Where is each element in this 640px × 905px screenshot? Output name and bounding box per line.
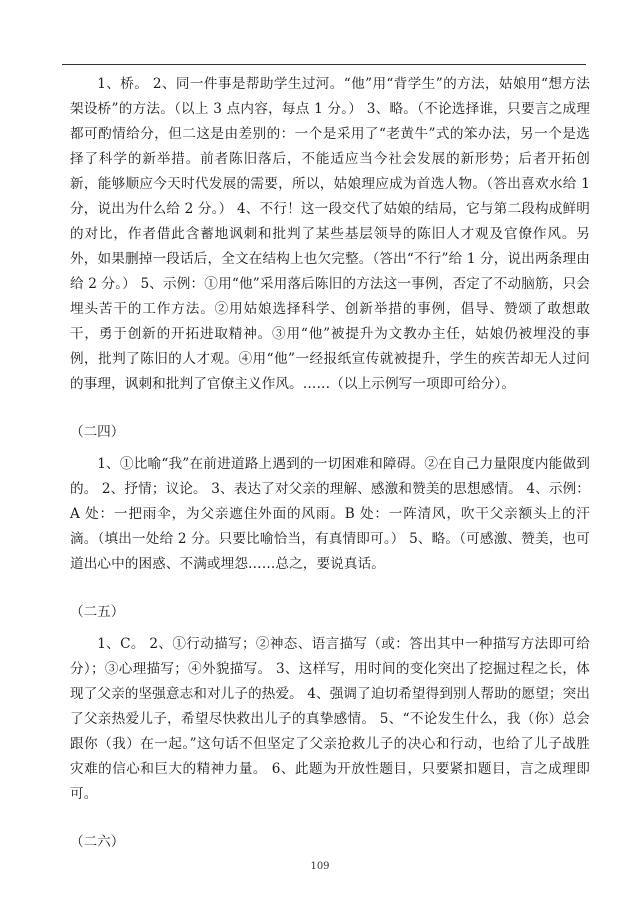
section-heading: （二六） [70, 834, 125, 850]
page-number: 109 [310, 861, 330, 872]
answer-paragraph: 1、C。 2、①行动描写；②神态、语言描写（或：答出其中一种描写方法即可给分）；③心理描写；④外貌描写。 3、这样写，用时间的变化突出了挖掘过程之长，体现了父亲的坚强意志和对儿子的热爱。 4、强调了迫切希望得到别人帮助的愿望；突出了父亲热爱儿子，希望尽快救出儿子的真挚感情。 5、“不论发生什么，我（你）总会跟你（我）在一起。”这句话不但坚定了父亲抢救儿子的决心和行动，也给了儿子战胜灾难的信心和巨大的精神力量。 6、此题为开放性题目，只要紧扣题目，言之成理即可。 [70, 636, 590, 802]
answer-paragraph: 1、①比喻“我”在前进道路上遇到的一切困难和障碍。②在自己力量限度内能做到的。 2、抒情；议论。 3、表达了对父亲的理解、感激和赞美的思想感情。 4、示例：A 处：一把雨伞，为父亲遮住外面的风雨。B 处：一阵清风，吹干父亲额头上的汗滴。（填出一处给 2 分。只要比喻恰当，有真情即可。） 5、略。（可感激、赞美，也可道出心中的困惑、不满或埋怨……总之，要说真话。 [70, 456, 590, 572]
header-rule [62, 64, 586, 65]
answer-paragraph: 1、桥。 2、同一件事是帮助学生过河。“他”用“背学生”的方法，姑娘用“想方法架设桥”的方法。（以上 3 点内容，每点 1 分。） 3、略。（不论选择谁，只要言之成理都可酌情给分，但二这是由差别的：一个是采用了“老黄牛”式的笨办法，另一个是选择了科学的新举措。前者陈旧落后，不能适应当今社会发展的新形势；后者开拓创新，能够顺应今天时代发展的需要，所以，姑娘理应成为首选人物。（答出喜欢水给 1 分，说出为什么给 2 分。） 4、不行！这一段交代了姑娘的结局，它与第二段构成鲜明的对比，作者借此含蓄地讽刺和批判了某些基层领导的陈旧人才观及官僚作风。另外，如果删掉一段话后，全文在结构上也欠完整。（答出“不行”给 1 分，说出两条理由给 2 分。） 5、示例：①用“他”采用落后陈旧的方法这一事例，否定了不动脑筋，只会埋头苦干的工作方法。②用姑娘选择科学、创新举措的事例，倡导、赞颂了敢想敢干，勇于创新的开拓进取精神。③用“他”被提升为文教办主任，姑娘仍被埋没的事例，批判了陈旧的人才观。④用“他”一经报纸宣传就被提升，学生的疾苦却无人过问的事理，讽刺和批判了官僚主义作风。……（以上示例写一项即可给分）。 [70, 76, 590, 392]
answer-key-body [70, 72, 590, 855]
section-heading: （二四） [70, 424, 125, 440]
section-heading: （二五） [70, 604, 125, 620]
